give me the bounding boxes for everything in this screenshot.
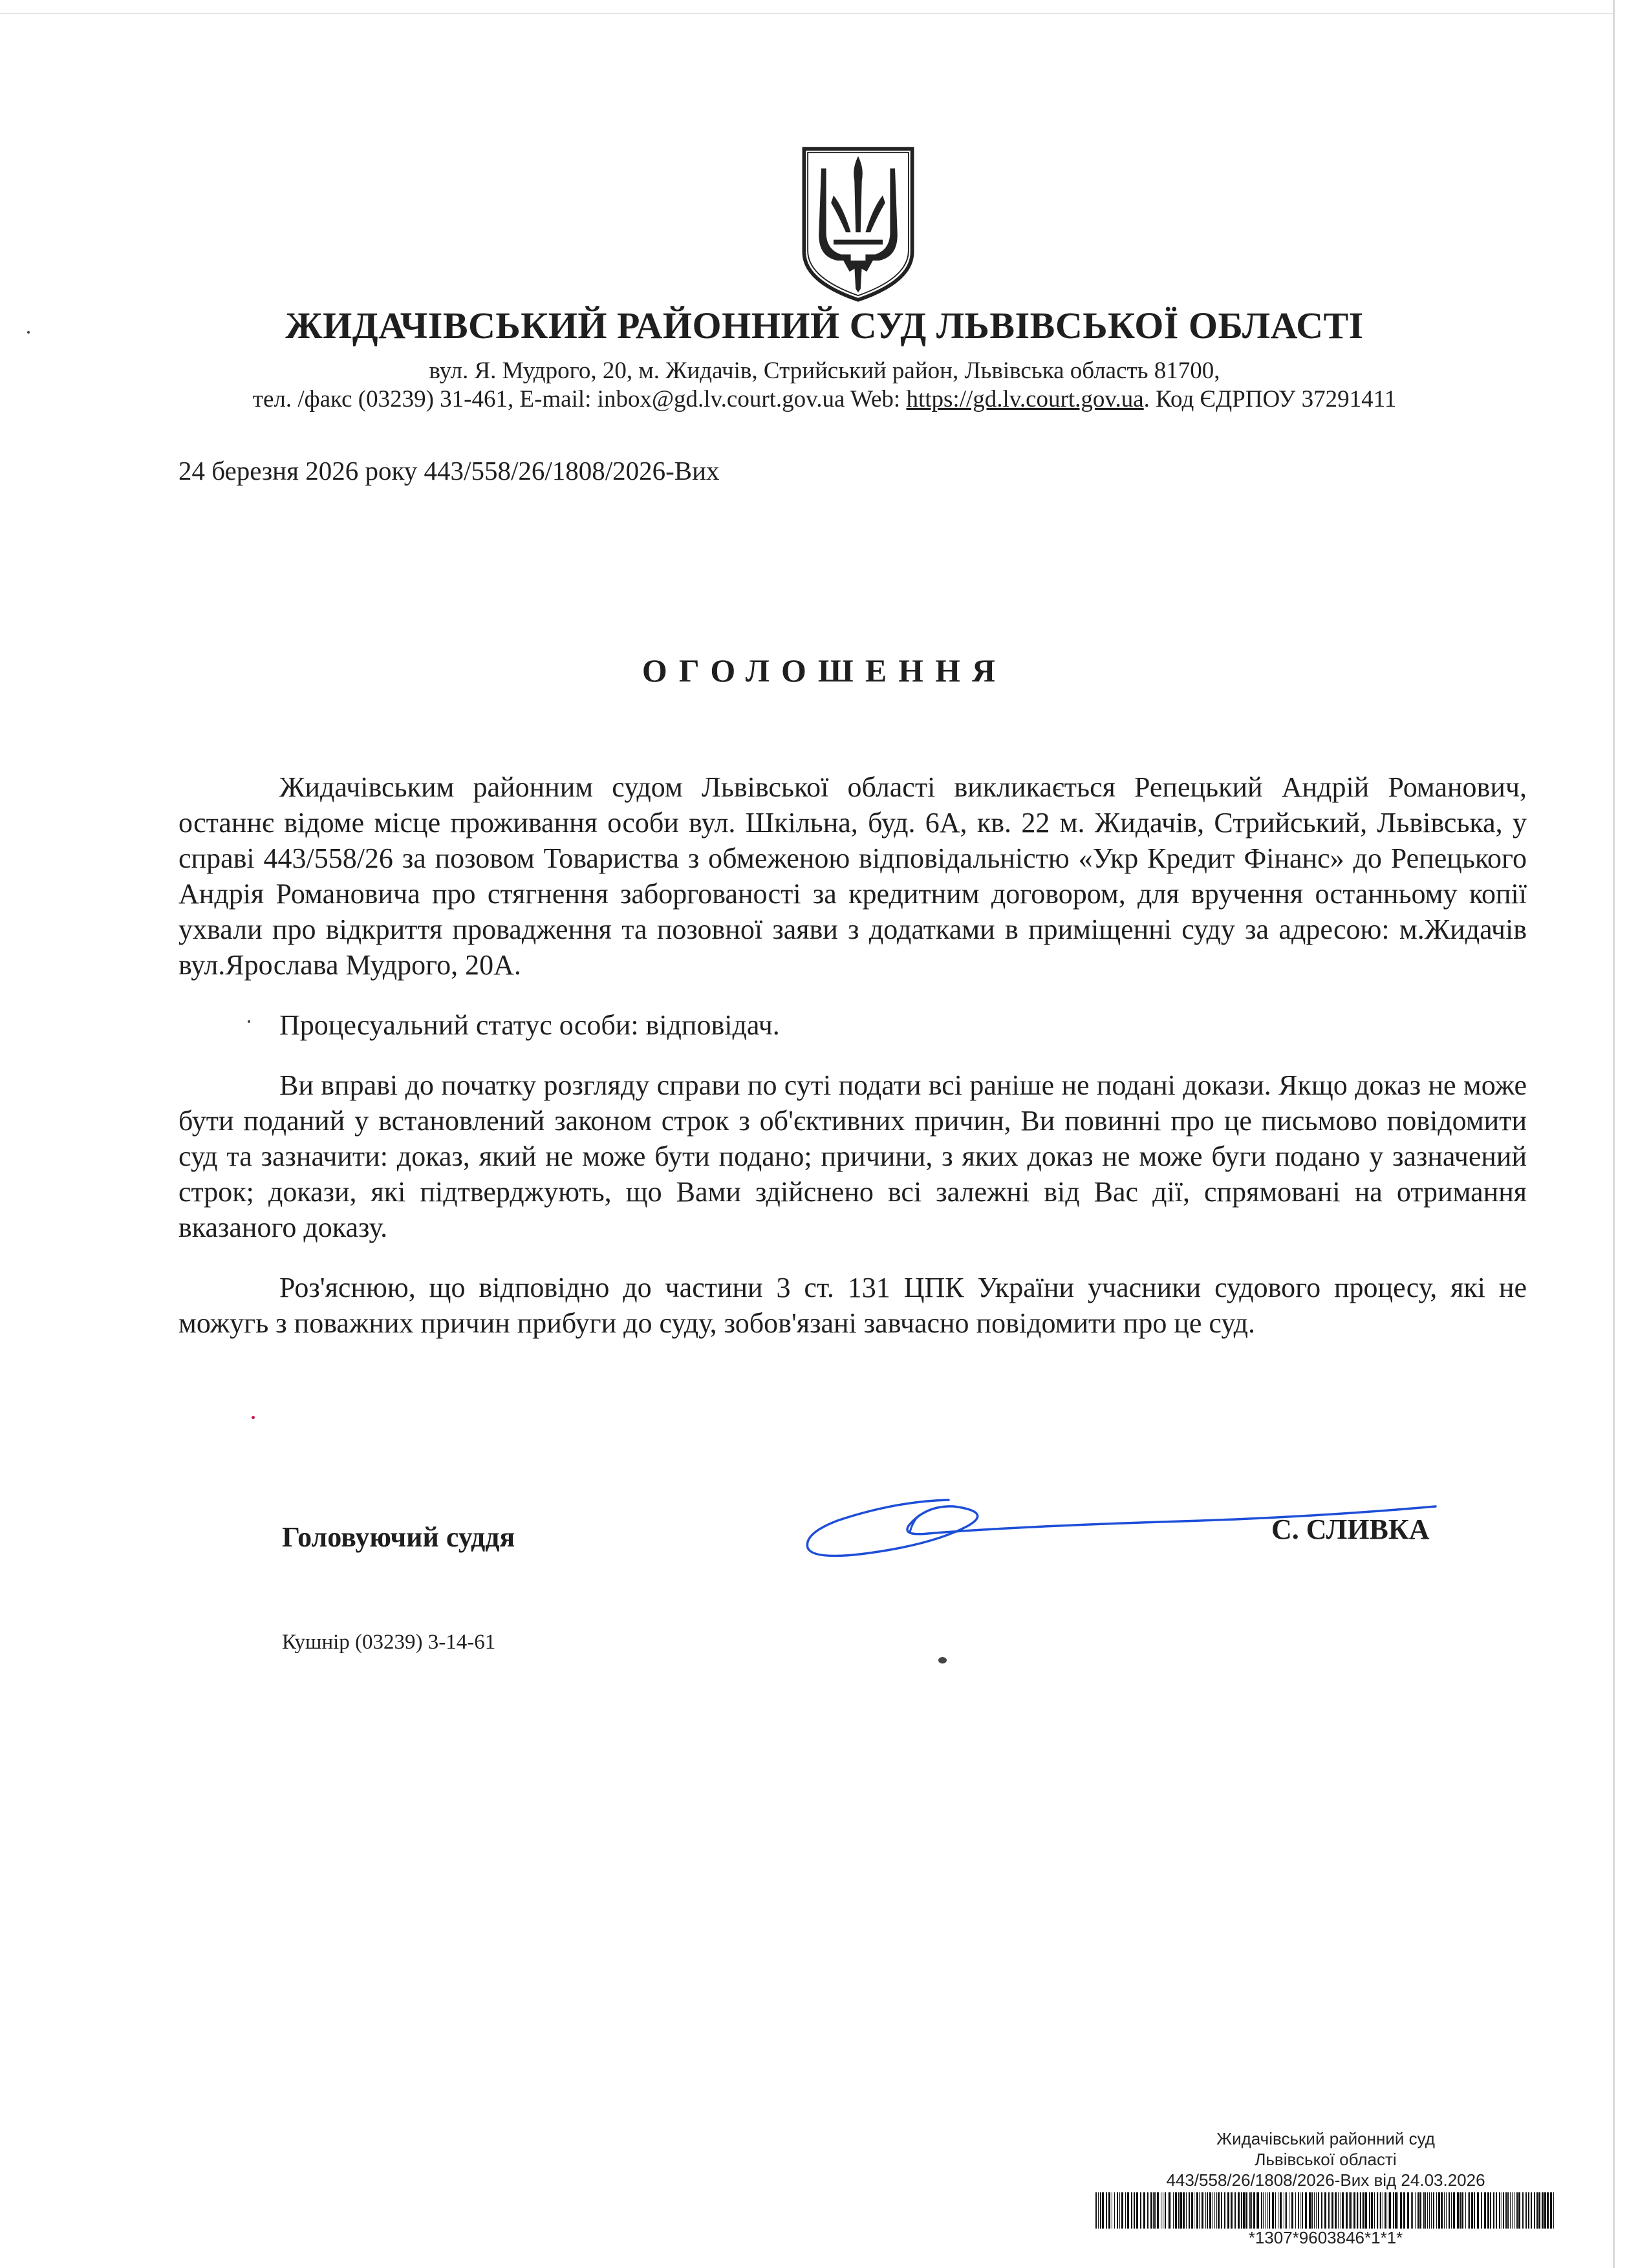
judge-title: Головуючий суддя	[282, 1521, 515, 1553]
barcode-bar	[1186, 2192, 1187, 2229]
barcode-bar	[1407, 2192, 1409, 2229]
barcode-bar	[1415, 2192, 1416, 2229]
barcode-bar	[1125, 2192, 1126, 2229]
barcode-bar	[1205, 2192, 1206, 2229]
clerk-contact: Кушнір (03239) 3-14-61	[282, 1631, 496, 1654]
barcode-bar	[1438, 2192, 1440, 2229]
barcode-bar	[1285, 2192, 1286, 2229]
barcode-bar	[1108, 2192, 1110, 2229]
barcode-bar	[1377, 2192, 1378, 2229]
document-reference: 24 березня 2026 року 443/558/26/1808/2026-Вих	[178, 456, 720, 486]
barcode-bar	[1275, 2192, 1276, 2229]
barcode-bar	[1199, 2192, 1200, 2229]
barcode-bar	[1468, 2192, 1469, 2229]
barcode-bar	[1461, 2192, 1463, 2229]
barcode-bar	[1550, 2192, 1552, 2229]
barcode-bar	[1265, 2192, 1266, 2229]
barcode-bar	[1369, 2192, 1370, 2229]
barcode-bar	[1165, 2192, 1166, 2229]
barcode-bar	[1328, 2192, 1330, 2229]
barcode-bar	[1153, 2192, 1154, 2229]
judge-name: С. СЛИВКА	[1271, 1514, 1430, 1545]
barcode-bar	[1395, 2192, 1397, 2229]
barcode-bar	[1350, 2192, 1352, 2229]
barcode-bar	[1178, 2192, 1180, 2229]
barcode-bar	[1314, 2192, 1315, 2229]
barcode-bar	[1280, 2192, 1282, 2229]
barcode-bar	[1224, 2192, 1225, 2229]
barcode-caption: *1307*9603846*1*1*	[1248, 2228, 1403, 2247]
barcode-bar	[1512, 2192, 1513, 2229]
barcode-bar	[1425, 2192, 1426, 2229]
barcode-bar	[1469, 2192, 1470, 2229]
barcode-bar	[1477, 2192, 1479, 2229]
barcode-bar	[1316, 2192, 1317, 2229]
barcode-bar	[1357, 2192, 1358, 2229]
registration-stamp	[1093, 2128, 1558, 2190]
barcode-bar	[1106, 2192, 1107, 2229]
scan-speck	[27, 331, 30, 334]
barcode-bar	[1493, 2192, 1494, 2229]
court-contacts	[0, 385, 1649, 413]
barcode-bar	[1496, 2192, 1497, 2229]
barcode-bar	[1241, 2192, 1242, 2229]
barcode-bar	[1542, 2192, 1544, 2229]
barcode-bar	[1534, 2192, 1535, 2229]
contacts-edrpou: . Код ЄДРПОУ 37291411	[1143, 386, 1397, 412]
court-name: ЖИДАЧІВСЬКИЙ РАЙОННИЙ СУД ЛЬВІВСЬКОЇ ОБЛАСТІ	[285, 305, 1364, 347]
barcode-bar	[1291, 2192, 1293, 2229]
barcode-bar	[1507, 2192, 1509, 2229]
barcode-bar	[1499, 2192, 1500, 2229]
barcode-bar	[1471, 2192, 1473, 2229]
paragraph-clarification: Роз'яснюю, що відповідно до частини 3 ст. 131 ЦПК України учасники судового процесу, які не можугь з поважних причин прибуги до суду, зобов'язані завчасно повідомити про це суд.	[178, 1272, 1527, 1339]
barcode-bar	[1202, 2192, 1203, 2229]
scan-edge-shadow-top	[0, 13, 1613, 14]
barcode-bar	[1114, 2192, 1115, 2229]
barcode-bar	[1243, 2192, 1245, 2229]
barcode-bar	[1150, 2192, 1152, 2229]
court-address: вул. Я. Мудрого, 20, м. Жидачів, Стрийський район, Львівська область 81700,	[429, 358, 1220, 384]
barcode-bar	[1136, 2192, 1138, 2229]
barcode-bar	[1191, 2192, 1193, 2229]
coat-of-arms-icon	[797, 144, 920, 304]
barcode-bar	[1119, 2192, 1120, 2229]
barcode-bar	[1257, 2192, 1259, 2229]
barcode-bar	[1436, 2192, 1437, 2229]
barcode-bar	[1487, 2192, 1489, 2229]
barcode-bar	[1427, 2192, 1428, 2229]
barcode-bar	[1157, 2192, 1159, 2229]
barcode-bar	[1419, 2192, 1421, 2229]
barcode-bar	[1212, 2192, 1213, 2229]
barcode-bar	[1393, 2192, 1394, 2229]
barcode-bar	[1518, 2192, 1520, 2229]
paragraph-status: Процесуальний статус особи: відповідач.	[279, 1009, 780, 1041]
scan-speck	[252, 1416, 255, 1419]
barcode-bar	[1318, 2192, 1319, 2229]
barcode-bar	[1444, 2192, 1445, 2229]
barcode-bar	[1403, 2192, 1405, 2229]
barcode-bar	[1465, 2192, 1466, 2229]
barcode-bar	[1221, 2192, 1222, 2229]
barcode-bar	[1522, 2192, 1524, 2229]
barcode-bar	[1169, 2192, 1170, 2229]
barcode-bar	[1102, 2192, 1104, 2229]
barcode-bar	[1431, 2192, 1432, 2229]
barcode-bar	[1449, 2192, 1450, 2229]
barcode-bar	[1514, 2192, 1515, 2229]
barcode-bar	[1121, 2192, 1123, 2229]
barcode-bar	[1484, 2192, 1486, 2229]
announcement-body	[178, 769, 1527, 1365]
barcode-bar	[1441, 2192, 1443, 2229]
barcode-bar	[1525, 2192, 1527, 2229]
barcode-bar	[1183, 2192, 1185, 2229]
barcode-bar	[1400, 2192, 1402, 2229]
barcode-bar	[1433, 2192, 1434, 2229]
barcode-bar	[1451, 2192, 1452, 2229]
barcode-bar	[1207, 2192, 1208, 2229]
barcode-bar	[1516, 2192, 1518, 2229]
barcode-bar	[1538, 2192, 1540, 2229]
stamp-region-line: Львівської області	[1255, 2150, 1397, 2169]
barcode-bar	[1481, 2192, 1482, 2229]
barcode-bar	[1385, 2192, 1386, 2229]
document-title: ОГОЛОШЕННЯ	[641, 652, 1008, 689]
barcode-bar	[1175, 2192, 1177, 2229]
barcode-bar	[1147, 2192, 1148, 2229]
barcode-bar	[1547, 2192, 1549, 2229]
barcode-bar	[1417, 2192, 1419, 2229]
barcode-bar	[1305, 2192, 1307, 2229]
barcode-bar	[1544, 2192, 1546, 2229]
court-website-link[interactable]: https://gd.lv.court.gov.ua	[906, 386, 1144, 412]
contacts-text: тел. /факс (03239) 31-461, E-mail: inbox@gd.lv.court.gov.ua Web:	[252, 386, 907, 412]
barcode-bar	[1349, 2192, 1350, 2229]
barcode-bar	[1453, 2192, 1455, 2229]
barcode-bar	[1170, 2192, 1171, 2229]
barcode-bar	[1218, 2192, 1220, 2229]
barcode-bar	[1365, 2192, 1367, 2229]
barcode-bar	[1353, 2192, 1355, 2229]
barcode-bar	[1269, 2192, 1270, 2229]
barcode-bar	[1411, 2192, 1412, 2229]
scan-speck	[248, 1020, 250, 1023]
barcode-bar	[1238, 2192, 1240, 2229]
barcode-bar	[1216, 2192, 1217, 2229]
barcode-bar	[1553, 2192, 1554, 2229]
barcode-bar	[1209, 2192, 1211, 2229]
barcode-bar	[1231, 2192, 1233, 2229]
barcode-bar	[1321, 2192, 1322, 2229]
barcode-bar	[1117, 2192, 1118, 2229]
barcode-bar	[1528, 2192, 1529, 2229]
barcode-bar	[1457, 2192, 1459, 2229]
barcode-bar	[1263, 2192, 1264, 2229]
paragraph-summons: Жидачівським районним судом Львівської області викликається Репецький Андрій Романович, останнє відоме місце проживання особи вул. Шкільна, буд. 6А, кв. 22 м. Жидачів, Стрийський, Львівська, у справі 443/558/26 за позовом Товариства з обмеженою відповідальністю «Укр Кредит Фінанс» до Репецького Андрія Романовича про стягнення заборгованості за кредитним договором, для вручення останньому копії ухвали про відкриття провадження та позовної заяви з додатками в приміщенні суду за адресою: м.Жидачів вул.Ярослава Мудрого, 20А.	[178, 771, 1527, 981]
paragraph-evidence: Ви вправі до початку розгляду справи по суті подати всі раніше не подані докази. Якщо доказ не може бути поданий у встановлений законом строк з об'єктивних причин, Ви повинні про це письмово повідомити суд та зазначити: доказ, який не може бути подано; причини, з яких доказ не може буги подано у зазначений строк; докази, які підтверджують, що Вами здійснено всі залежні від Вас дії, спрямовані на отримання вказаного доказу.	[178, 1069, 1527, 1243]
barcode-bar	[1100, 2192, 1101, 2229]
barcode-bar	[1261, 2192, 1262, 2229]
barcode-bar	[1423, 2192, 1425, 2229]
barcode-bar	[1253, 2192, 1255, 2229]
scan-speck	[938, 1657, 947, 1664]
barcode-bar	[1338, 2192, 1339, 2229]
barcode-bar	[1173, 2192, 1174, 2229]
barcode-bar	[1429, 2192, 1430, 2229]
barcode-bar	[1295, 2192, 1296, 2229]
barcode-bar	[1412, 2192, 1413, 2229]
barcode-bar	[1143, 2192, 1145, 2229]
barcode-bar	[1505, 2192, 1507, 2229]
barcode-bar	[1311, 2192, 1313, 2229]
barcode-bar	[1095, 2192, 1097, 2229]
barcode-bar	[1510, 2192, 1511, 2229]
barcode-bar	[1360, 2192, 1361, 2229]
barcode-bar	[1267, 2192, 1268, 2229]
barcode-bar	[1298, 2192, 1299, 2229]
barcode-bar	[1397, 2192, 1398, 2229]
barcode-bar	[1227, 2192, 1229, 2229]
barcode-bar	[1154, 2192, 1156, 2229]
barcode-bar	[1446, 2192, 1447, 2229]
barcode-bar	[1389, 2192, 1391, 2229]
barcode-bar	[1342, 2192, 1344, 2229]
barcode-bar	[1245, 2192, 1247, 2229]
barcode-bar	[1503, 2192, 1504, 2229]
barcode-bar	[1331, 2192, 1333, 2229]
barcode-bar	[1371, 2192, 1373, 2229]
barcode-bar	[1127, 2192, 1129, 2229]
barcode-bar	[1380, 2192, 1381, 2229]
barcode-bar	[1302, 2192, 1303, 2229]
stamp-number-line: 443/558/26/1808/2026-Вих від 24.03.2026	[1166, 2170, 1485, 2190]
barcode-bar	[1251, 2192, 1252, 2229]
barcode-bar	[1272, 2192, 1274, 2229]
barcode-bar	[1324, 2192, 1326, 2229]
barcode-bar	[1168, 2192, 1169, 2229]
barcode-bar	[1536, 2192, 1538, 2229]
barcode-bar	[1490, 2192, 1491, 2229]
barcode-bar	[1335, 2192, 1337, 2229]
barcode-bar	[1180, 2192, 1182, 2229]
barcode-bar	[1362, 2192, 1363, 2229]
barcode-bar	[1249, 2192, 1251, 2229]
barcode-bar	[1374, 2192, 1375, 2229]
barcode-bar	[1189, 2192, 1190, 2229]
barcode-bar	[1098, 2192, 1099, 2229]
barcode-bar	[1140, 2192, 1141, 2229]
barcode-bar	[1234, 2192, 1236, 2229]
barcode-bar	[1474, 2192, 1475, 2229]
barcode-bar	[1214, 2192, 1215, 2229]
barcode-bar	[1309, 2192, 1311, 2229]
barcode-bar	[1134, 2192, 1135, 2229]
registration-barcode	[1093, 2192, 1558, 2229]
barcode-bar	[1460, 2192, 1461, 2229]
barcode-bar	[1531, 2192, 1532, 2229]
barcode-bar	[1131, 2192, 1132, 2229]
barcode-bar	[1286, 2192, 1287, 2229]
barcode-bar	[1346, 2192, 1348, 2229]
stamp-court-line: Жидачівський районний суд	[1216, 2129, 1435, 2148]
barcode-bar	[1363, 2192, 1364, 2229]
barcode-bar	[1196, 2192, 1198, 2229]
